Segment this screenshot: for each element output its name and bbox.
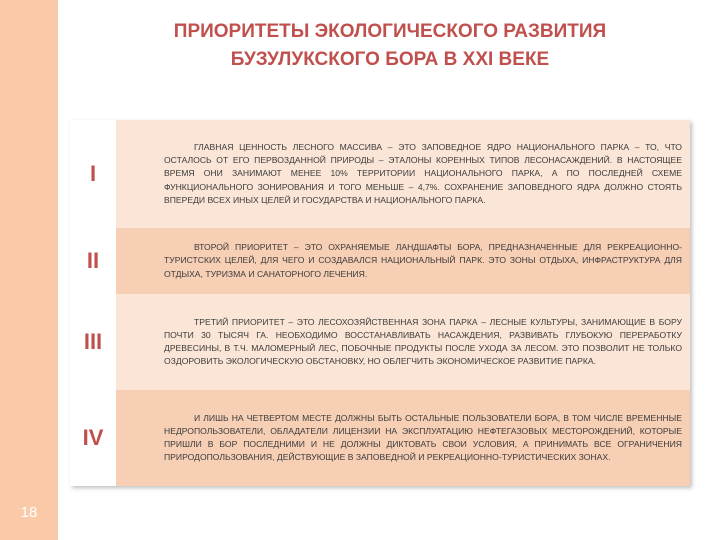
priority-row-3: [70, 294, 690, 390]
page-title-line-2: БУЗУЛУКСКОГО БОРА В XXI ВЕКЕ: [230, 49, 550, 70]
priority-text: [116, 390, 690, 486]
priority-numeral: II: [70, 228, 116, 294]
priority-text-2: ВТОРОЙ ПРИОРИТЕТ – ЭТО ОХРАНЯЕМЫЕ ЛАНДШАФТЫ БОРА, ПРЕДНАЗНАЧЕННЫЕ ДЛЯ РЕКРЕАЦИОННО-ТУРИСТСКИХ ЦЕЛЕЙ, ДЛЯ ЧЕГО И СОЗДАВАЛСЯ НАЦИОНАЛЬНЫЙ ПАРК. ЭТО ЗОНЫ ОТДЫХА, ИНФРАСТРУКТУРА ДЛЯ ОТДЫХА, ТУРИЗМА И САНАТОРНОГО ЛЕЧЕНИЯ.: [164, 242, 682, 279]
priority-numeral: I: [70, 120, 116, 228]
priority-numeral: III: [70, 294, 116, 390]
page-number: 18: [20, 504, 38, 521]
page-title-line-1: ПРИОРИТЕТЫ ЭКОЛОГИЧЕСКОГО РАЗВИТИЯ: [173, 21, 607, 42]
priority-text-4: И ЛИШЬ НА ЧЕТВЕРТОМ МЕСТЕ ДОЛЖНЫ БЫТЬ ОСТАЛЬНЫЕ ПОЛЬЗОВАТЕЛИ БОРА, В ТОМ ЧИСЛЕ ВРЕМЕННЫЕ НЕДРОПОЛЬЗОВАТЕЛИ, ОБЛАДАТЕЛИ ЛИЦЕНЗИИ НА ЭКСПЛУАТАЦИЮ НЕФТЕГАЗОВЫХ МЕСТОРОЖДЕНИЙ, КОТОРЫЕ ПРИШЛИ В БОР ПОСЛЕДНИМИ И НЕ ДОЛЖНЫ ДИКТОВАТЬ СВОИ УСЛОВИЯ, А ПРИНИМАТЬ ВСЕ ОГРАНИЧЕНИЯ ПРИРОДОПОЛЬЗОВАНИЯ, ДЕЙСТВУЮЩИЕ В ЗАПОВЕДНОЙ И РЕКРЕАЦИОННО-ТУРИСТИЧЕСКИХ ЗОНАХ.: [164, 412, 682, 463]
priority-row-4: [70, 390, 690, 486]
priority-text-1: ГЛАВНАЯ ЦЕННОСТЬ ЛЕСНОГО МАССИВА – ЭТО ЗАПОВЕДНОЕ ЯДРО НАЦИОНАЛЬНОГО ПАРКА – ТО, ЧТО ОСТАЛОСЬ ОТ ЕГО ПЕРВОЗДАННОЙ ПРИРОДЫ – ЭТАЛОНЫ КОРЕННЫХ ТИПОВ ЛЕСОНАСАЖДЕНИЙ. В НАСТОЯЩЕЕ ВРЕМЯ ОНИ ЗАНИМАЮТ МЕНЕЕ 10% ТЕРРИТОРИИ НАЦИОНАЛЬНОГО ПАРКА, А ПО ПОСЛЕДНЕЙ СХЕМЕ ФУНКЦИОНАЛЬНОГО ЗОНИРОВАНИЯ И ТОГО МЕНЬШЕ – 4,7%. СОХРАНЕНИЕ ЗАПОВЕДНОГО ЯДРА ДОЛЖНО СТОЯТЬ ВПЕРЕДИ ВСЕХ ИНЫХ ЦЕЛЕЙ И ГОСУДАРСТВА И НАЦИОНАЛЬНОГО ПАРКА.: [164, 141, 682, 205]
page-title: [90, 18, 690, 74]
priority-text: [116, 120, 690, 228]
side-accent-bar: [0, 0, 58, 540]
priority-numeral: IV: [70, 390, 116, 486]
priority-text: [116, 294, 690, 390]
priorities-table: [70, 120, 690, 486]
priority-row-1: [70, 120, 690, 228]
priority-text: [116, 228, 690, 294]
priority-text-3: ТРЕТИЙ ПРИОРИТЕТ – ЭТО ЛЕСОХОЗЯЙСТВЕННАЯ ЗОНА ПАРКА – ЛЕСНЫЕ КУЛЬТУРЫ, ЗАНИМАЮЩИЕ В БОРУ ПОЧТИ 30 ТЫСЯЧ ГА. НЕОБХОДИМО ВОССТАНАВЛИВАТЬ НАСАЖДЕНИЯ, РАЗВИВАТЬ ГЛУБОКУЮ ПЕРЕРАБОТКУ ДРЕВЕСИНЫ, В Т.Ч. МАЛОМЕРНЫЙ ЛЕС, ПОБОЧНЫЕ ПРОДУКТЫ ПОСЛЕ УХОДА ЗА ЛЕСОМ. ЭТО ПОЗВОЛИТ НЕ ТОЛЬКО ОЗДОРОВИТЬ ЭКОЛОГИЧЕСКУЮ ОБСТАНОВКУ, НО ОБЛЕГЧИТЬ ЭКОНОМИЧЕСКОЕ РАЗВИТИЕ ПАРКА.: [164, 316, 682, 367]
priority-row-2: [70, 228, 690, 294]
